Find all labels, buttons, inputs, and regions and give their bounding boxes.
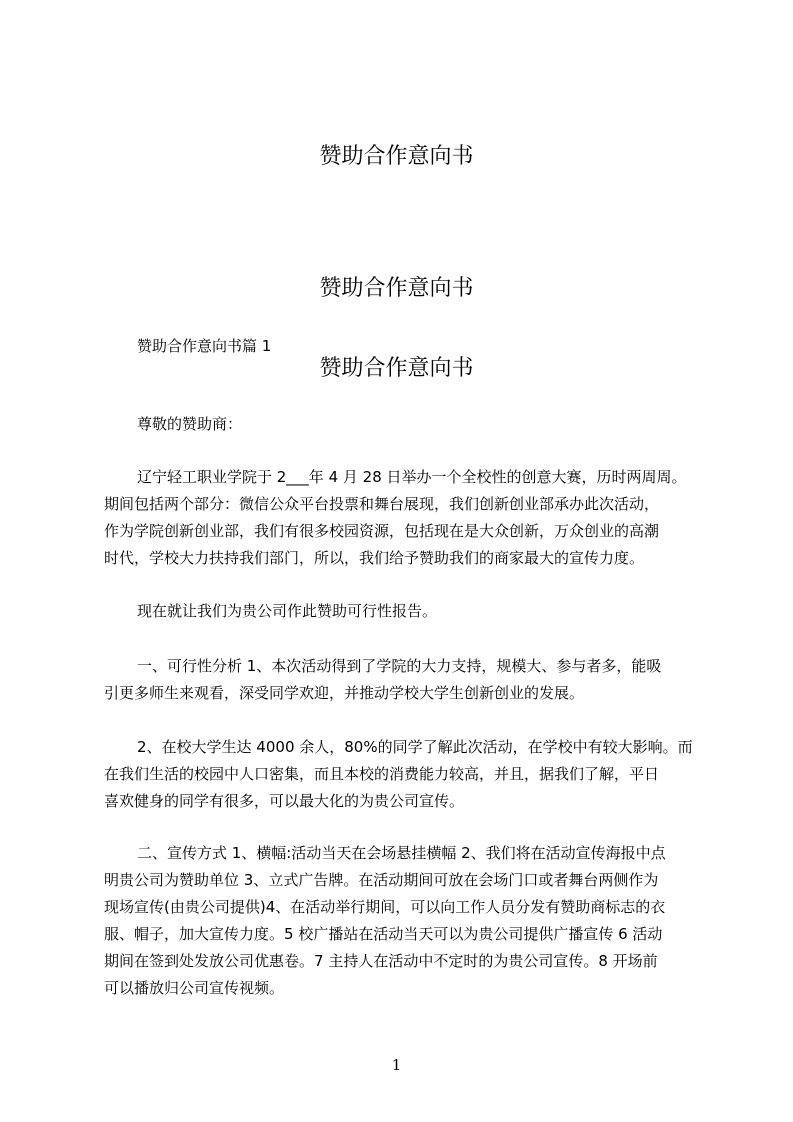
paragraph-line: 一、可行性分析 1、本次活动得到了学院的大力支持，规模大、参与者多，能吸 [137,657,662,675]
paragraph-line: 期间包括两个部分：微信公众平台投票和舞台展现，我们创新创业部承办此次活动， [104,495,660,513]
document-title-repeat: 赞助合作意向书 [319,276,474,301]
paragraph-line: 时代，学校大力扶持我们部门，所以，我们给予赞助我们的商家最大的宣传力度。 [104,549,645,567]
paragraph-line: 可以播放归公司宣传视频。 [104,979,285,997]
paragraph-line: 作为学院创新创业部，我们有很多校园资源，包括现在是大众创新，万众创业的高潮 [104,522,660,540]
paragraph-line: 明贵公司为赞助单位 3、立式广告牌。在活动期间可放在会场门口或者舞台两侧作为 [104,871,659,889]
page-number: 1 [391,1056,402,1074]
paragraph-line: 喜欢健身的同学有很多，可以最大化的为贵公司宣传。 [104,792,465,810]
paragraph-line: 引更多师生来观看，深受同学欢迎，并推动学校大学生创新创业的发展。 [104,684,585,702]
document-title: 赞助合作意向书 [319,144,474,169]
paragraph-line: 服、帽子，加大宣传力度。5 校广播站在活动当天可以为贵公司提供广播宣传 6 活动 [104,925,663,943]
section-title: 赞助合作意向书 [319,356,474,381]
paragraph-line: 现在就让我们为贵公司作此赞助可行性报告。 [137,602,438,620]
paragraph-line: 现场宣传(由贵公司提供)4、在活动举行期间，可以向工作人员分发有赞助商标志的衣 [104,898,666,916]
salutation: 尊敬的赞助商： [137,415,243,433]
paragraph-line: 2、在校大学生达 4000 余人，80%的同学了解此次活动，在学校中有较大影响。而 [137,738,693,756]
section-label: 赞助合作意向书篇 1 [137,337,272,355]
paragraph-line: 二、宣传方式 1、横幅:活动当天在会场悬挂横幅 2、我们将在活动宣传海报中点 [137,844,666,862]
paragraph-line: 辽宁轻工职业学院于 2___年 4 月 28 日举办一个全校性的创意大赛，历时两周周。 [137,468,687,486]
paragraph-line: 期间在签到处发放公司优惠卷。7 主持人在活动中不定时的为贵公司宣传。8 开场前 [104,952,658,970]
paragraph-line: 在我们生活的校园中人口密集，而且本校的消费能力较高，并且，据我们了解，平日 [104,765,660,783]
